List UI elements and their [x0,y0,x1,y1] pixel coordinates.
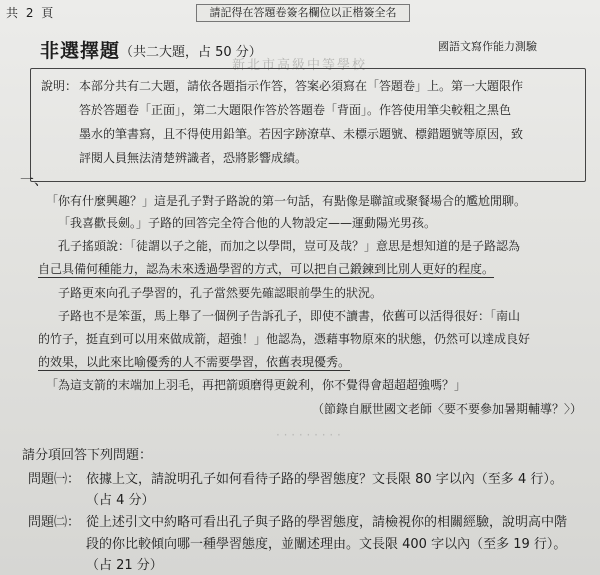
instructions-line: 本部分共有二大題，請依各題指示作答，答案必須寫在「答題卷」上。第一大題限作 [79,79,524,93]
question-1-score: （占 4 分） [86,493,155,508]
question-2-text: 從上述引文中約略可看出孔子與子路的學習態度，請檢視你的相關經驗，說明高中階 [86,515,568,530]
question-2-score: （占 21 分） [86,558,163,573]
passage-line: 「為這支箭的末端加上羽毛，再把箭頭磨得更銳利，你不覺得會超超超強嗎？」 [46,378,467,392]
question-group-number: 一、 [20,173,48,189]
section-subtitle: （共二大題，占 50 分） [120,45,262,60]
bleed-through-text: 新北市高級中等學校 [232,58,368,73]
passage-source: （節錄自厭世國文老師〈要不要參加暑期輔導？〉） [312,402,583,416]
bleed-through-text: · · · · · · · · · [276,428,341,442]
instructions-box [30,68,586,182]
page-number: 共 2 頁 [6,6,56,20]
instructions-line: 答於答題卷「正面」，第二大題限作答於答題卷「背面」。作答使用筆尖較粗之黑色 [79,103,512,117]
passage-line-underlined: 的效果，以此來比喻優秀的人不需要學習，依舊表現優秀。 [38,355,351,369]
question-1-label: 問題㈠： [28,472,81,487]
instructions-line: 評閱人員無法清楚辨識者，恐將影響成績。 [79,151,308,165]
instructions-line: 墨水的筆書寫，且不得使用鉛筆。若因字跡潦草、未標示題號、標錯題號等原因，致 [79,127,524,141]
passage-line: 孔子搖頭說：「徒謂以子之能，而加之以學問，豈可及哉？」意思是想知道的是子路認為 [58,239,521,253]
question-1-text: 依據上文，請說明孔子如何看待子路的學習態度？文長限 80 字以內（至多 4 行）。 [86,472,563,487]
answer-prompt: 請分項回答下列問題： [22,448,153,463]
passage-line: 子路也不是笨蛋，馬上舉了一個例子告訴孔子，即使不讀書，依舊可以活得很好：「南山 [58,309,521,323]
passage-line: 「我喜歡長劍。」子路的回答完全符合他的人物設定——運動陽光男孩。 [58,216,437,230]
signature-reminder-banner: 請記得在答題卷簽名欄位以正楷簽全名 [196,4,410,22]
subject-title: 國語文寫作能力測驗 [438,40,537,53]
passage-line: 的竹子，挺直到可以用來做成箭，超強！」他認為，憑藉事物原來的狀態，仍然可以達成良好 [38,332,531,346]
section-title: 非選擇題 [40,40,121,62]
passage-line: 「你有什麼興趣？」這是孔子對子路說的第一句話，有點像是聯誼或聚餐場合的尷尬閒聊。 [46,194,527,208]
instructions-label: 說明： [41,79,78,93]
question-2-label: 問題㈡： [28,515,81,530]
question-2-text: 段的你比較傾向哪一種學習態度，並闡述理由。文長限 400 字以內（至多 19 行）。 [86,537,567,552]
passage-line-underlined: 自己具備何種能力，認為未來透過學習的方式，可以把自己鍛鍊到比別人更好的程度。 [38,262,495,276]
passage-line: 子路更來向孔子學習的，孔子當然要先確認眼前學生的狀況。 [58,286,383,300]
